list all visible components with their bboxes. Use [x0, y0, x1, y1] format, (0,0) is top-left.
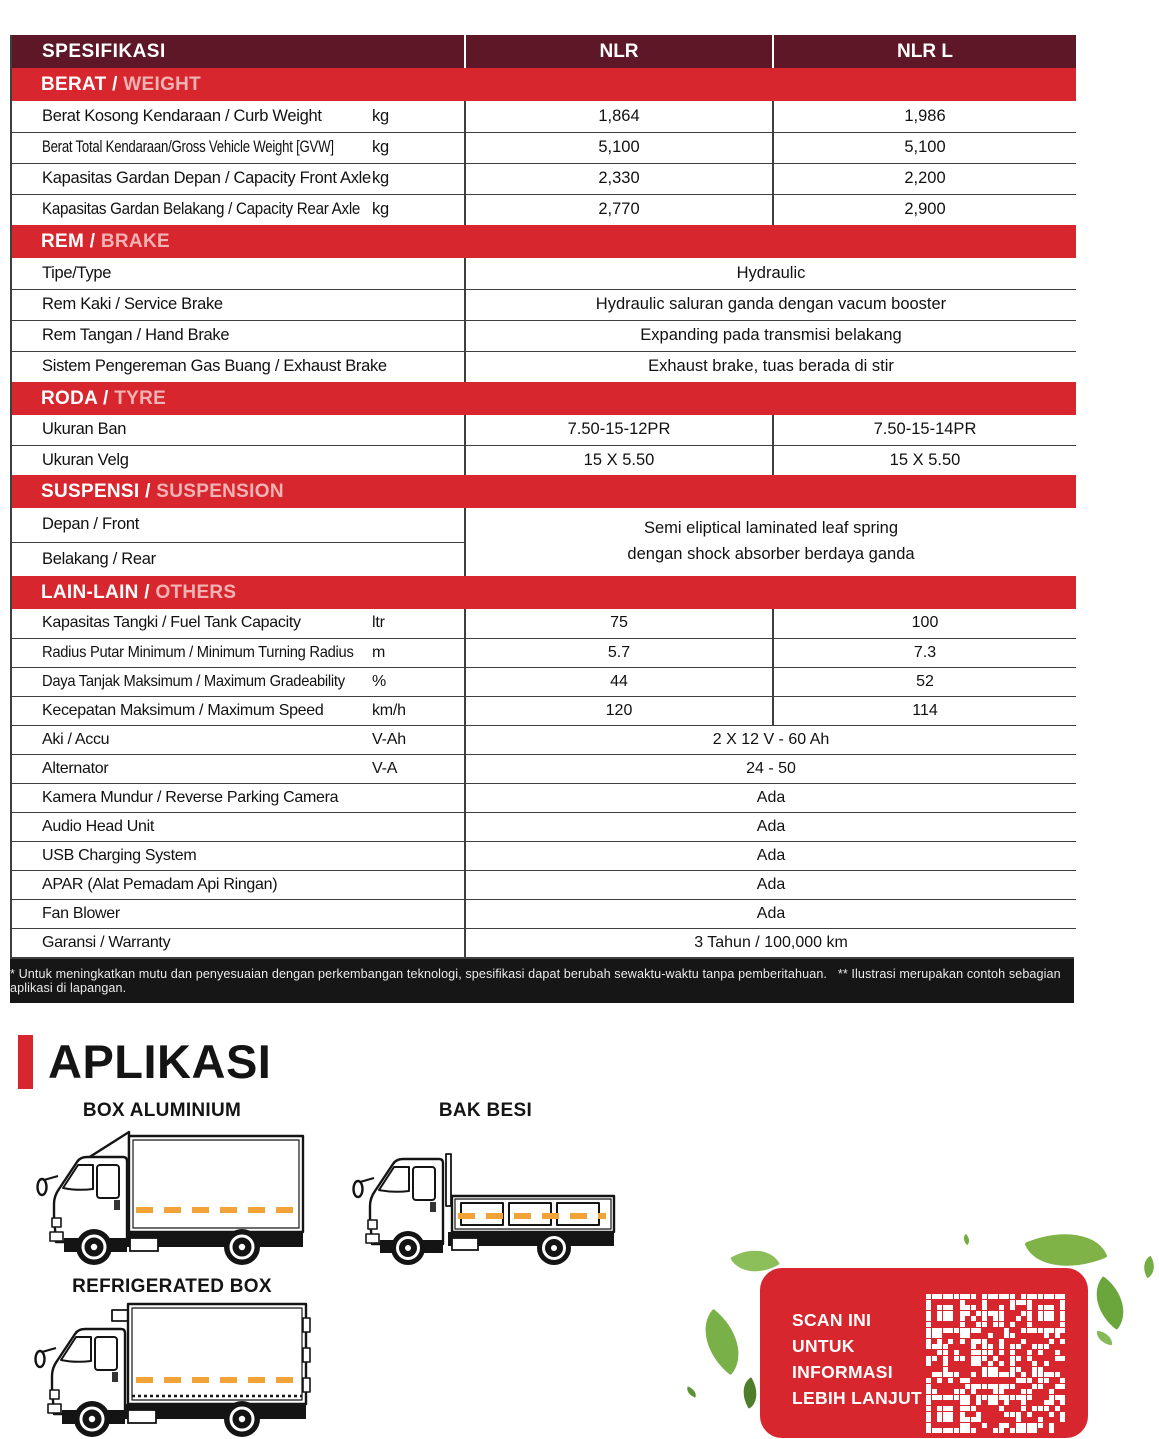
suspension-value-line2: dengan shock absorber berdaya ganda	[627, 545, 915, 563]
disclaimer-bar	[10, 959, 1074, 1003]
row-value-merged: 24 - 50	[465, 754, 1076, 783]
spec-table-container	[10, 35, 1074, 1003]
row-label: Kamera Mundur / Reverse Parking Camera	[12, 783, 372, 812]
table-row	[12, 132, 1076, 163]
row-label: Depan / Front	[12, 508, 372, 542]
header-nlr-l: NLR L	[773, 35, 1076, 68]
row-label: Ukuran Ban	[12, 415, 372, 445]
row-unit: km/h	[372, 696, 465, 725]
table-row	[12, 783, 1076, 812]
row-unit: kg	[372, 132, 465, 163]
row-value-merged: Expanding pada transmisi belakang	[465, 320, 1076, 351]
table-row	[12, 415, 1076, 445]
table-row	[12, 320, 1076, 351]
row-value-nlr: 7.50-15-12PR	[465, 415, 773, 445]
section-berat	[12, 68, 1076, 101]
row-label: Kapasitas Tangki / Fuel Tank Capacity	[12, 609, 372, 638]
section-lain-lain	[12, 576, 1076, 609]
section-title-en: OTHERS	[155, 581, 237, 603]
table-row	[12, 928, 1076, 957]
row-label: Kecepatan Maksimum / Maximum Speed	[12, 696, 372, 725]
row-unit: kg	[372, 194, 465, 225]
row-label: APAR (Alat Pemadam Api Ringan)	[12, 870, 372, 899]
table-row	[12, 638, 1076, 667]
row-value-merged: Exhaust brake, tuas berada di stir	[465, 351, 1076, 382]
row-label: Sistem Pengereman Gas Buang / Exhaust Brake	[12, 351, 372, 382]
row-unit: V-A	[372, 754, 465, 783]
row-value-merged: Hydraulic	[465, 258, 1076, 289]
truck-illustration-bak-besi	[348, 1140, 620, 1268]
table-row	[12, 258, 1076, 289]
row-value-nlr: 120	[465, 696, 773, 725]
row-value-nlr: 2,770	[465, 194, 773, 225]
row-value-nlrl: 52	[773, 667, 1076, 696]
aplikasi-header	[18, 1034, 271, 1089]
disclaimer-text: * Untuk meningkatkan mutu dan penyesuaian dengan perkembangan teknologi, spesifikasi dapat berubah sewaktu-waktu tanpa pemberitahuan. ** Ilustrasi merupakan contoh sebagian aplikasi di lapangan.	[10, 967, 1061, 995]
row-value-nlrl: 5,100	[773, 132, 1076, 163]
label-bak-besi: BAK BESI	[438, 1100, 533, 1121]
table-row	[12, 841, 1076, 870]
row-label: Daya Tanjak Maksimum / Maximum Gradeability	[42, 672, 345, 690]
scan-line-4: LEBIH LANJUT	[792, 1387, 922, 1408]
row-value-nlr: 75	[465, 609, 773, 638]
row-label: Belakang / Rear	[12, 542, 372, 576]
section-title-en: TYRE	[114, 387, 167, 409]
row-value-nlrl: 7.50-15-14PR	[773, 415, 1076, 445]
row-value-nlr: 1,864	[465, 101, 773, 132]
row-value-nlrl: 2,900	[773, 194, 1076, 225]
row-value-nlrl: 114	[773, 696, 1076, 725]
table-header-row	[12, 35, 1076, 68]
row-value-nlr: 44	[465, 667, 773, 696]
row-value-nlrl: 1,986	[773, 101, 1076, 132]
table-row	[12, 725, 1076, 754]
table-row	[12, 445, 1076, 475]
truck-illustration-box-aluminium	[30, 1120, 315, 1268]
table-row	[12, 163, 1076, 194]
row-value-nlrl: 15 X 5.50	[773, 445, 1076, 475]
section-title-en: SUSPENSION	[156, 480, 284, 502]
row-unit: kg	[372, 101, 465, 132]
label-refrigerated-box: REFRIGERATED BOX	[72, 1276, 272, 1297]
section-title-en: BRAKE	[100, 230, 170, 252]
table-row	[12, 101, 1076, 132]
header-nlr: NLR	[465, 35, 773, 68]
row-label: Berat Total Kendaraan/Gross Vehicle Weight [GVW]	[42, 138, 334, 156]
row-value-merged: Ada	[465, 870, 1076, 899]
row-unit: m	[372, 638, 465, 667]
row-label: Audio Head Unit	[12, 812, 372, 841]
leaf-icon	[1138, 1256, 1159, 1279]
scan-line-1: SCAN INI	[792, 1310, 872, 1330]
scan-info-card	[760, 1268, 1088, 1438]
qr-code	[926, 1294, 1066, 1434]
spec-table	[12, 35, 1076, 957]
row-label: Radius Putar Minimum / Minimum Turning Radius	[42, 643, 354, 661]
row-label: Alternator	[12, 754, 372, 783]
row-label: Kapasitas Gardan Depan / Capacity Front Axle	[12, 163, 372, 194]
scan-info-text	[792, 1308, 922, 1412]
row-label: Aki / Accu	[12, 725, 372, 754]
row-unit: ltr	[372, 609, 465, 638]
row-value-merged: Ada	[465, 841, 1076, 870]
aplikasi-section	[0, 1010, 1159, 1439]
row-value-merged: Ada	[465, 783, 1076, 812]
table-row	[12, 351, 1076, 382]
label-box-aluminium: BOX ALUMINIUM	[82, 1100, 242, 1121]
leaf-icon	[688, 1309, 757, 1376]
section-roda	[12, 382, 1076, 415]
row-label: Berat Kosong Kendaraan / Curb Weight	[12, 101, 372, 132]
table-row	[12, 289, 1076, 320]
row-unit: %	[372, 667, 465, 696]
section-title-id: RODA /	[41, 387, 109, 409]
truck-illustration-refrigerated-box	[28, 1292, 318, 1439]
row-value-merged: Ada	[465, 812, 1076, 841]
row-value-nlr: 2,330	[465, 163, 773, 194]
table-row	[12, 870, 1076, 899]
row-value-nlrl: 100	[773, 609, 1076, 638]
row-value-merged	[465, 508, 1076, 576]
section-title-id: BERAT /	[41, 73, 118, 95]
section-title-id: SUSPENSI /	[41, 480, 151, 502]
row-label: USB Charging System	[12, 841, 372, 870]
row-value-merged: Ada	[465, 899, 1076, 928]
table-row	[12, 194, 1076, 225]
row-label: Tipe/Type	[12, 258, 372, 289]
row-value-merged: Hydraulic saluran ganda dengan vacum booster	[465, 289, 1076, 320]
row-unit: V-Ah	[372, 725, 465, 754]
section-title-id: LAIN-LAIN /	[41, 581, 150, 603]
section-rem	[12, 225, 1076, 258]
row-label: Ukuran Velg	[12, 445, 372, 475]
leaf-icon	[1082, 1276, 1138, 1330]
scan-line-2: UNTUK	[792, 1335, 855, 1356]
row-label: Garansi / Warranty	[12, 928, 372, 957]
header-spesifikasi: SPESIFIKASI	[12, 35, 465, 68]
section-title-en: WEIGHT	[123, 73, 202, 95]
table-row	[12, 609, 1076, 638]
row-value-nlr: 15 X 5.50	[465, 445, 773, 475]
row-value-nlr: 5.7	[465, 638, 773, 667]
row-value-nlrl: 2,200	[773, 163, 1076, 194]
section-title-id: REM /	[41, 230, 96, 252]
table-row	[12, 899, 1076, 928]
leaf-icon	[1095, 1331, 1114, 1346]
red-accent-bar	[18, 1035, 33, 1089]
row-label: Kapasitas Gardan Belakang / Capacity Rear Axle	[42, 200, 361, 219]
row-value-nlr: 5,100	[465, 132, 773, 163]
table-row	[12, 696, 1076, 725]
row-value-merged: 2 X 12 V - 60 Ah	[465, 725, 1076, 754]
section-suspensi	[12, 475, 1076, 508]
row-value-nlrl: 7.3	[773, 638, 1076, 667]
table-row	[12, 508, 1076, 542]
table-row	[12, 812, 1076, 841]
table-row	[12, 754, 1076, 783]
row-label: Fan Blower	[12, 899, 372, 928]
row-value-merged: 3 Tahun / 100,000 km	[465, 928, 1076, 957]
scan-line-3: INFORMASI	[792, 1361, 893, 1382]
leaf-icon	[961, 1234, 972, 1245]
row-label: Rem Kaki / Service Brake	[12, 289, 372, 320]
suspension-value-line1: Semi eliptical laminated leaf spring	[643, 519, 899, 538]
row-unit: kg	[372, 163, 465, 194]
leaf-icon	[685, 1386, 698, 1397]
row-label: Rem Tangan / Hand Brake	[12, 320, 372, 351]
table-row	[12, 667, 1076, 696]
aplikasi-title: APLIKASI	[48, 1035, 272, 1088]
